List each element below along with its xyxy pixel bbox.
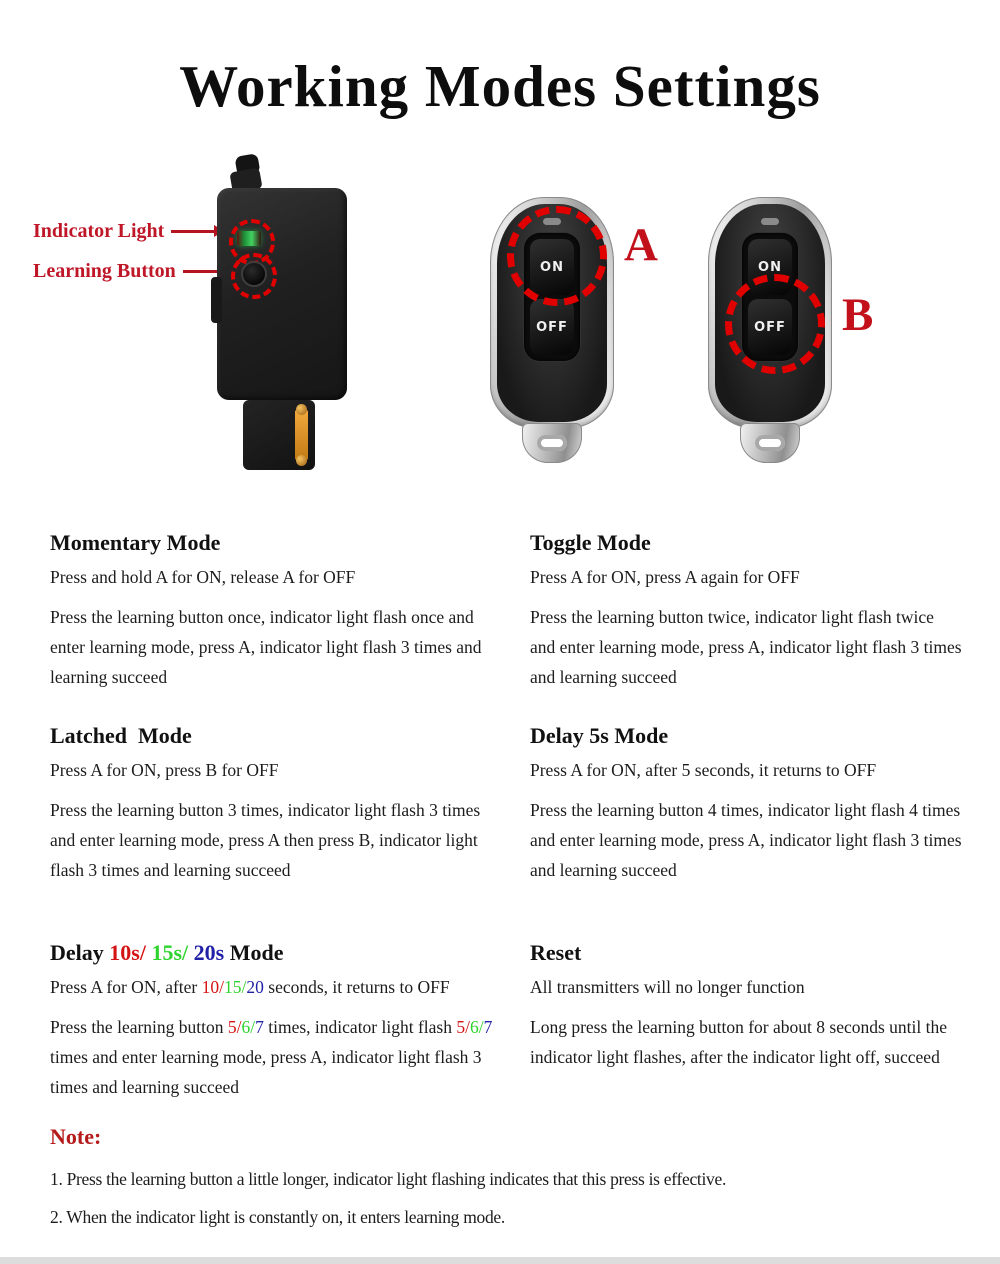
off-button-label: OFF xyxy=(536,319,568,335)
note-title: Note: xyxy=(50,1124,102,1149)
section-title: Latched Mode xyxy=(50,723,192,748)
section-body xyxy=(50,1012,512,1102)
body-part-red: 5/ xyxy=(227,1017,242,1037)
section-subtitle: Press and hold A for ON, release A for OFF xyxy=(50,567,356,587)
section-title: Momentary Mode xyxy=(50,530,221,555)
section-body: Press the learning button twice, indicator light flash twice and enter learning mode, press A, indicator light flash 3 times and learning succeed xyxy=(530,607,962,687)
body-part: times and enter learning mode, press A, indicator light flash 3 times and learning succeed xyxy=(50,1047,482,1097)
terminal-screw xyxy=(296,404,307,415)
section-latched-mode xyxy=(50,723,500,885)
body-part: Press the learning button xyxy=(50,1017,228,1037)
receiver-photo xyxy=(217,155,347,475)
keyring-hole-icon xyxy=(755,435,785,451)
title-part-blue: 20s xyxy=(188,940,225,965)
title-part: Delay xyxy=(50,940,110,965)
section-title: Toggle Mode xyxy=(530,530,651,555)
subtitle-part-red: 10/ xyxy=(201,977,225,997)
title-part: Mode xyxy=(224,940,284,965)
remote-keyring-tip xyxy=(740,423,800,463)
section-title: Reset xyxy=(530,940,582,965)
body-part-green: 6/ xyxy=(241,1017,256,1037)
section-delay-multi-mode xyxy=(50,940,512,1102)
remote-keyring-tip xyxy=(522,423,582,463)
right-arrow-icon xyxy=(171,230,215,233)
receiver-side-tab xyxy=(211,277,222,323)
section-subtitle: All transmitters will no longer function xyxy=(530,977,805,997)
terminal-screw xyxy=(296,455,307,466)
section-subtitle: Press A for ON, after 5 seconds, it returns to OFF xyxy=(530,760,877,780)
section-body: Press the learning button 3 times, indicator light flash 3 times and enter learning mode, press A then press B, indicator light flash 3 times and learning succeed xyxy=(50,800,481,880)
indicator-light-callout xyxy=(33,220,215,243)
section-body: Long press the learning button for about 8 seconds until the indicator light flashes, after the indicator light off, succeed xyxy=(530,1017,948,1067)
section-subtitle xyxy=(50,975,512,999)
body-part-red: 5/ xyxy=(456,1017,470,1037)
body-part-blue: 7 xyxy=(255,1017,264,1037)
learning-button-label: Learning Button xyxy=(33,260,176,282)
off-button-label: OFF xyxy=(754,319,786,335)
section-body: Press the learning button 4 times, indicator light flash 4 times and enter learning mode, press A, indicator light flash 3 times and learning succeed xyxy=(530,800,962,880)
subtitle-part: Press A for ON, after xyxy=(50,977,202,997)
remote-a-photo xyxy=(490,197,614,465)
subtitle-part: seconds, it returns to OFF xyxy=(263,977,450,997)
section-toggle-mode xyxy=(530,530,962,692)
learning-button-callout xyxy=(33,260,227,283)
section-body: Press the learning button once, indicator light flash once and enter learning mode, press A, indicator light flash 3 times and learning succeed xyxy=(50,607,482,687)
indicator-light-label: Indicator Light xyxy=(33,220,165,242)
keyring-hole-icon xyxy=(537,435,567,451)
note-item-1: 1. Press the learning button a little longer, indicator light flashing indicates that this press is effective. xyxy=(50,1169,727,1189)
note-block xyxy=(50,1124,960,1236)
highlight-circle-off-button xyxy=(725,274,825,374)
section-delay-5s-mode xyxy=(530,723,962,885)
title-part-red: 10s/ xyxy=(109,940,146,965)
subtitle-part-green: 15/ xyxy=(224,977,247,997)
title-part-green: 15s/ xyxy=(145,940,189,965)
receiver-body xyxy=(217,188,347,400)
highlight-circle-learning xyxy=(231,253,277,299)
section-title: Delay 5s Mode xyxy=(530,723,669,748)
body-part-blue: 7 xyxy=(483,1017,493,1037)
section-reset xyxy=(530,940,962,1072)
section-momentary-mode xyxy=(50,530,500,692)
body-part: times, indicator light flash xyxy=(263,1017,457,1037)
wire-connector-block xyxy=(243,400,315,470)
note-item-2: 2. When the indicator light is constantly on, it enters learning mode. xyxy=(50,1207,505,1227)
body-part-green: 6/ xyxy=(469,1017,484,1037)
page-title: Working Modes Settings xyxy=(179,53,821,119)
bottom-divider xyxy=(0,1257,1000,1264)
remote-led-indicator xyxy=(761,218,779,225)
remote-off-button xyxy=(530,299,574,355)
section-title xyxy=(50,940,512,966)
section-subtitle: Press A for ON, press B for OFF xyxy=(50,760,279,780)
on-button-label: ON xyxy=(758,259,782,275)
remote-b-photo xyxy=(708,197,832,465)
remote-b-letter: B xyxy=(842,289,874,341)
terminal-strip xyxy=(295,410,308,460)
remote-a-letter: A xyxy=(624,219,658,271)
highlight-circle-on-button xyxy=(507,206,607,306)
on-button-label: ON xyxy=(540,259,564,275)
section-subtitle: Press A for ON, press A again for OFF xyxy=(530,567,800,587)
subtitle-part-blue: 20 xyxy=(246,977,264,997)
